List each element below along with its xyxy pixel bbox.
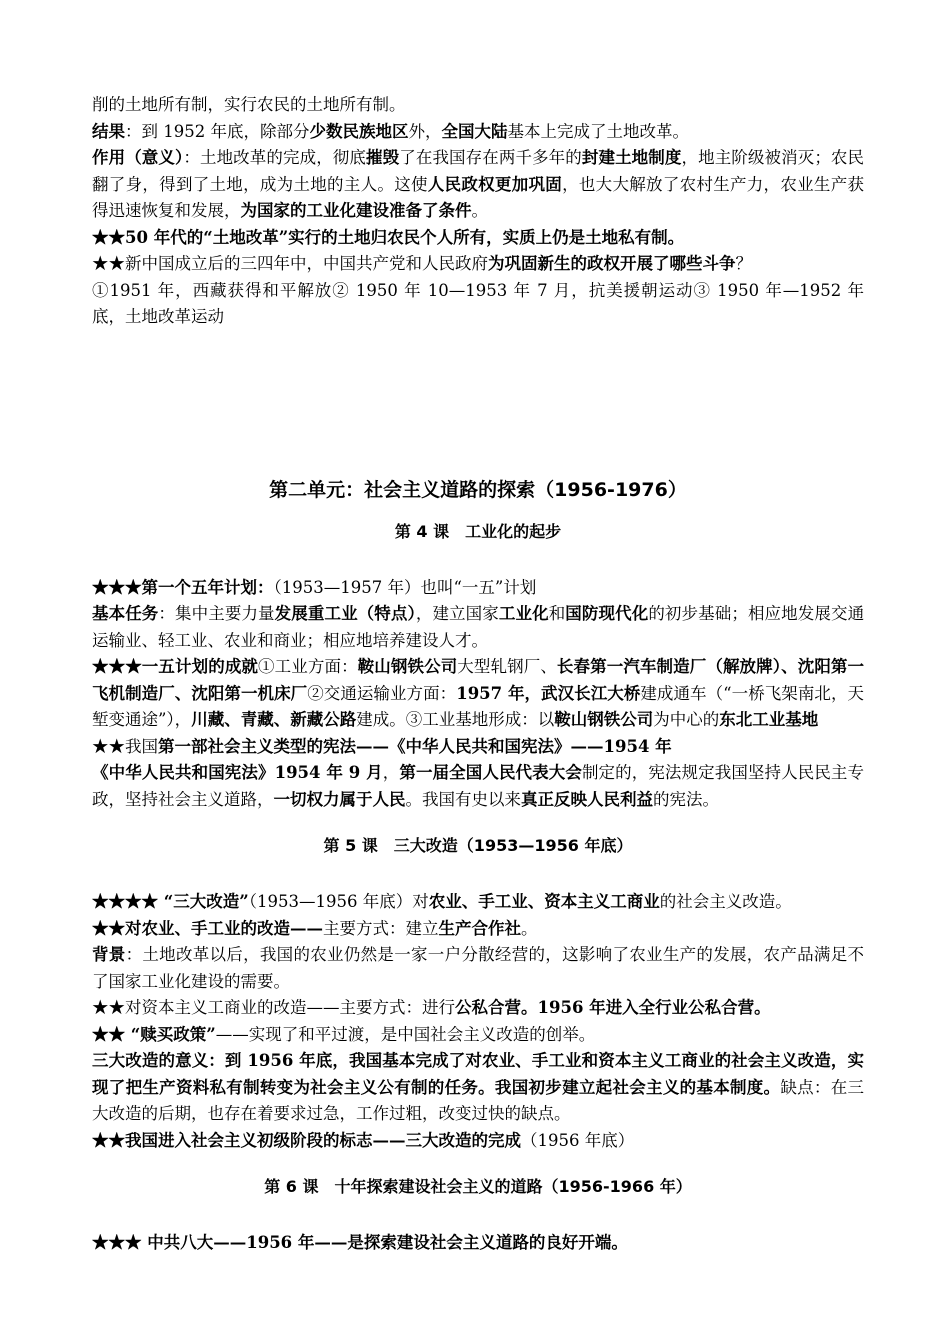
paragraph-key-point: ★★50 年代的“土地改革”实行的土地归农民个人所有，实质上仍是土地私有制。: [92, 227, 685, 247]
paragraph: ★★我国进入社会主义初级阶段的标志——三大改造的完成（1956 年底）: [92, 1130, 635, 1150]
paragraph: ★★ “赎买政策”——实现了和平过渡，是中国社会主义改造的创举。: [92, 1024, 596, 1044]
paragraph: ★★★★ “三大改造”（1953—1956 年底）对农业、手工业、资本主义工商业的社会主义改造。: [92, 892, 792, 911]
paragraph: 基本任务：集中主要力量发展重工业（特点），建立国家工业化和国防现代化的初步基础；相应地发展交通运输业、轻工业、农业和商业；相应地培养建设人才。: [92, 604, 865, 650]
paragraph: ★★★ 中共八大——1956 年——是探索建设社会主义道路的良好开端。: [92, 1233, 628, 1252]
paragraph: ★★★一五计划的成就①工业方面：鞍山钢铁公司大型轧钢厂、长春第一汽车制造厂（解放牌）、沈阳第一飞机制造厂、沈阳第一机床厂②交通运输业方面：1957 年，武汉长江大桥建成通车（“一桥飞架南北，天堑变通途”），川藏、青藏、新藏公路建成。③工业基地形成：以鞍山钢铁公司为中心的东北工业基地: [92, 657, 865, 729]
paragraph-significance: 作用（意义）：土地改革的完成，彻底摧毁了在我国存在两千多年的封建土地制度，地主阶级被消灭；农民翻了身，得到了土地，成为土地的主人。这使人民政权更加巩固，也大大解放了农村生产力，农业生产获得迅速恢复和发展，为国家的工业化建设准备了条件。: [92, 148, 865, 220]
lesson-title: 第 6 课 十年探索建设社会主义的道路（1956-1966 年）: [264, 1177, 692, 1196]
paragraph: ★★对资本主义工商业的改造——主要方式：进行公私合营。1956 年进入全行业公私合营。: [92, 998, 771, 1017]
paragraph: ★★★第一个五年计划：（1953—1957 年）也叫“一五”计划: [92, 577, 537, 597]
paragraph-result: 结果：到 1952 年底，除部分少数民族地区外，全国大陆基本上完成了土地改革。: [92, 121, 689, 141]
lesson-title: 第 5 课 三大改造（1953—1956 年底）: [323, 836, 633, 855]
lesson-title: 第 4 课 工业化的起步: [394, 521, 562, 541]
paragraph: 《中华人民共和国宪法》1954 年 9 月，第一届全国人民代表大会制定的，宪法规定我国坚持人民民主专政，坚持社会主义道路，一切权力属于人民。我国有史以来真正反映人民利益的宪法。: [92, 763, 865, 809]
document-page: [92, 92, 864, 1257]
paragraph-question: ★★新中国成立后的三四年中，中国共产党和人民政府为巩固新生的政权开展了哪些斗争？: [92, 254, 752, 273]
paragraph-answer: ①1951 年，西藏获得和平解放② 1950 年 10—1953 年 7 月，抗美援朝运动③ 1950 年—1952 年底，土地改革运动: [92, 280, 864, 326]
unit-title: 第二单元：社会主义道路的探索（1956-1976）: [269, 478, 687, 501]
paragraph: 三大改造的意义：到 1956 年底，我国基本完成了对农业、手工业和资本主义工商业的社会主义改造，实现了把生产资料私有制转变为社会主义公有制的任务。我国初步建立起社会主义的基本制度。缺点：在三大改造的后期，也存在着要求过急，工作过粗，改变过快的缺点。: [92, 1051, 865, 1123]
paragraph: 背景：土地改革以后，我国的农业仍然是一家一户分散经营的，这影响了农业生产的发展，农产品满足不了国家工业化建设的需要。: [92, 945, 865, 991]
paragraph: 削的土地所有制，实行农民的土地所有制。: [92, 95, 406, 114]
paragraph: ★★对农业、手工业的改造——主要方式：建立生产合作社。: [92, 918, 538, 938]
paragraph: ★★我国第一部社会主义类型的宪法——《中华人民共和国宪法》——1954 年: [92, 736, 672, 756]
